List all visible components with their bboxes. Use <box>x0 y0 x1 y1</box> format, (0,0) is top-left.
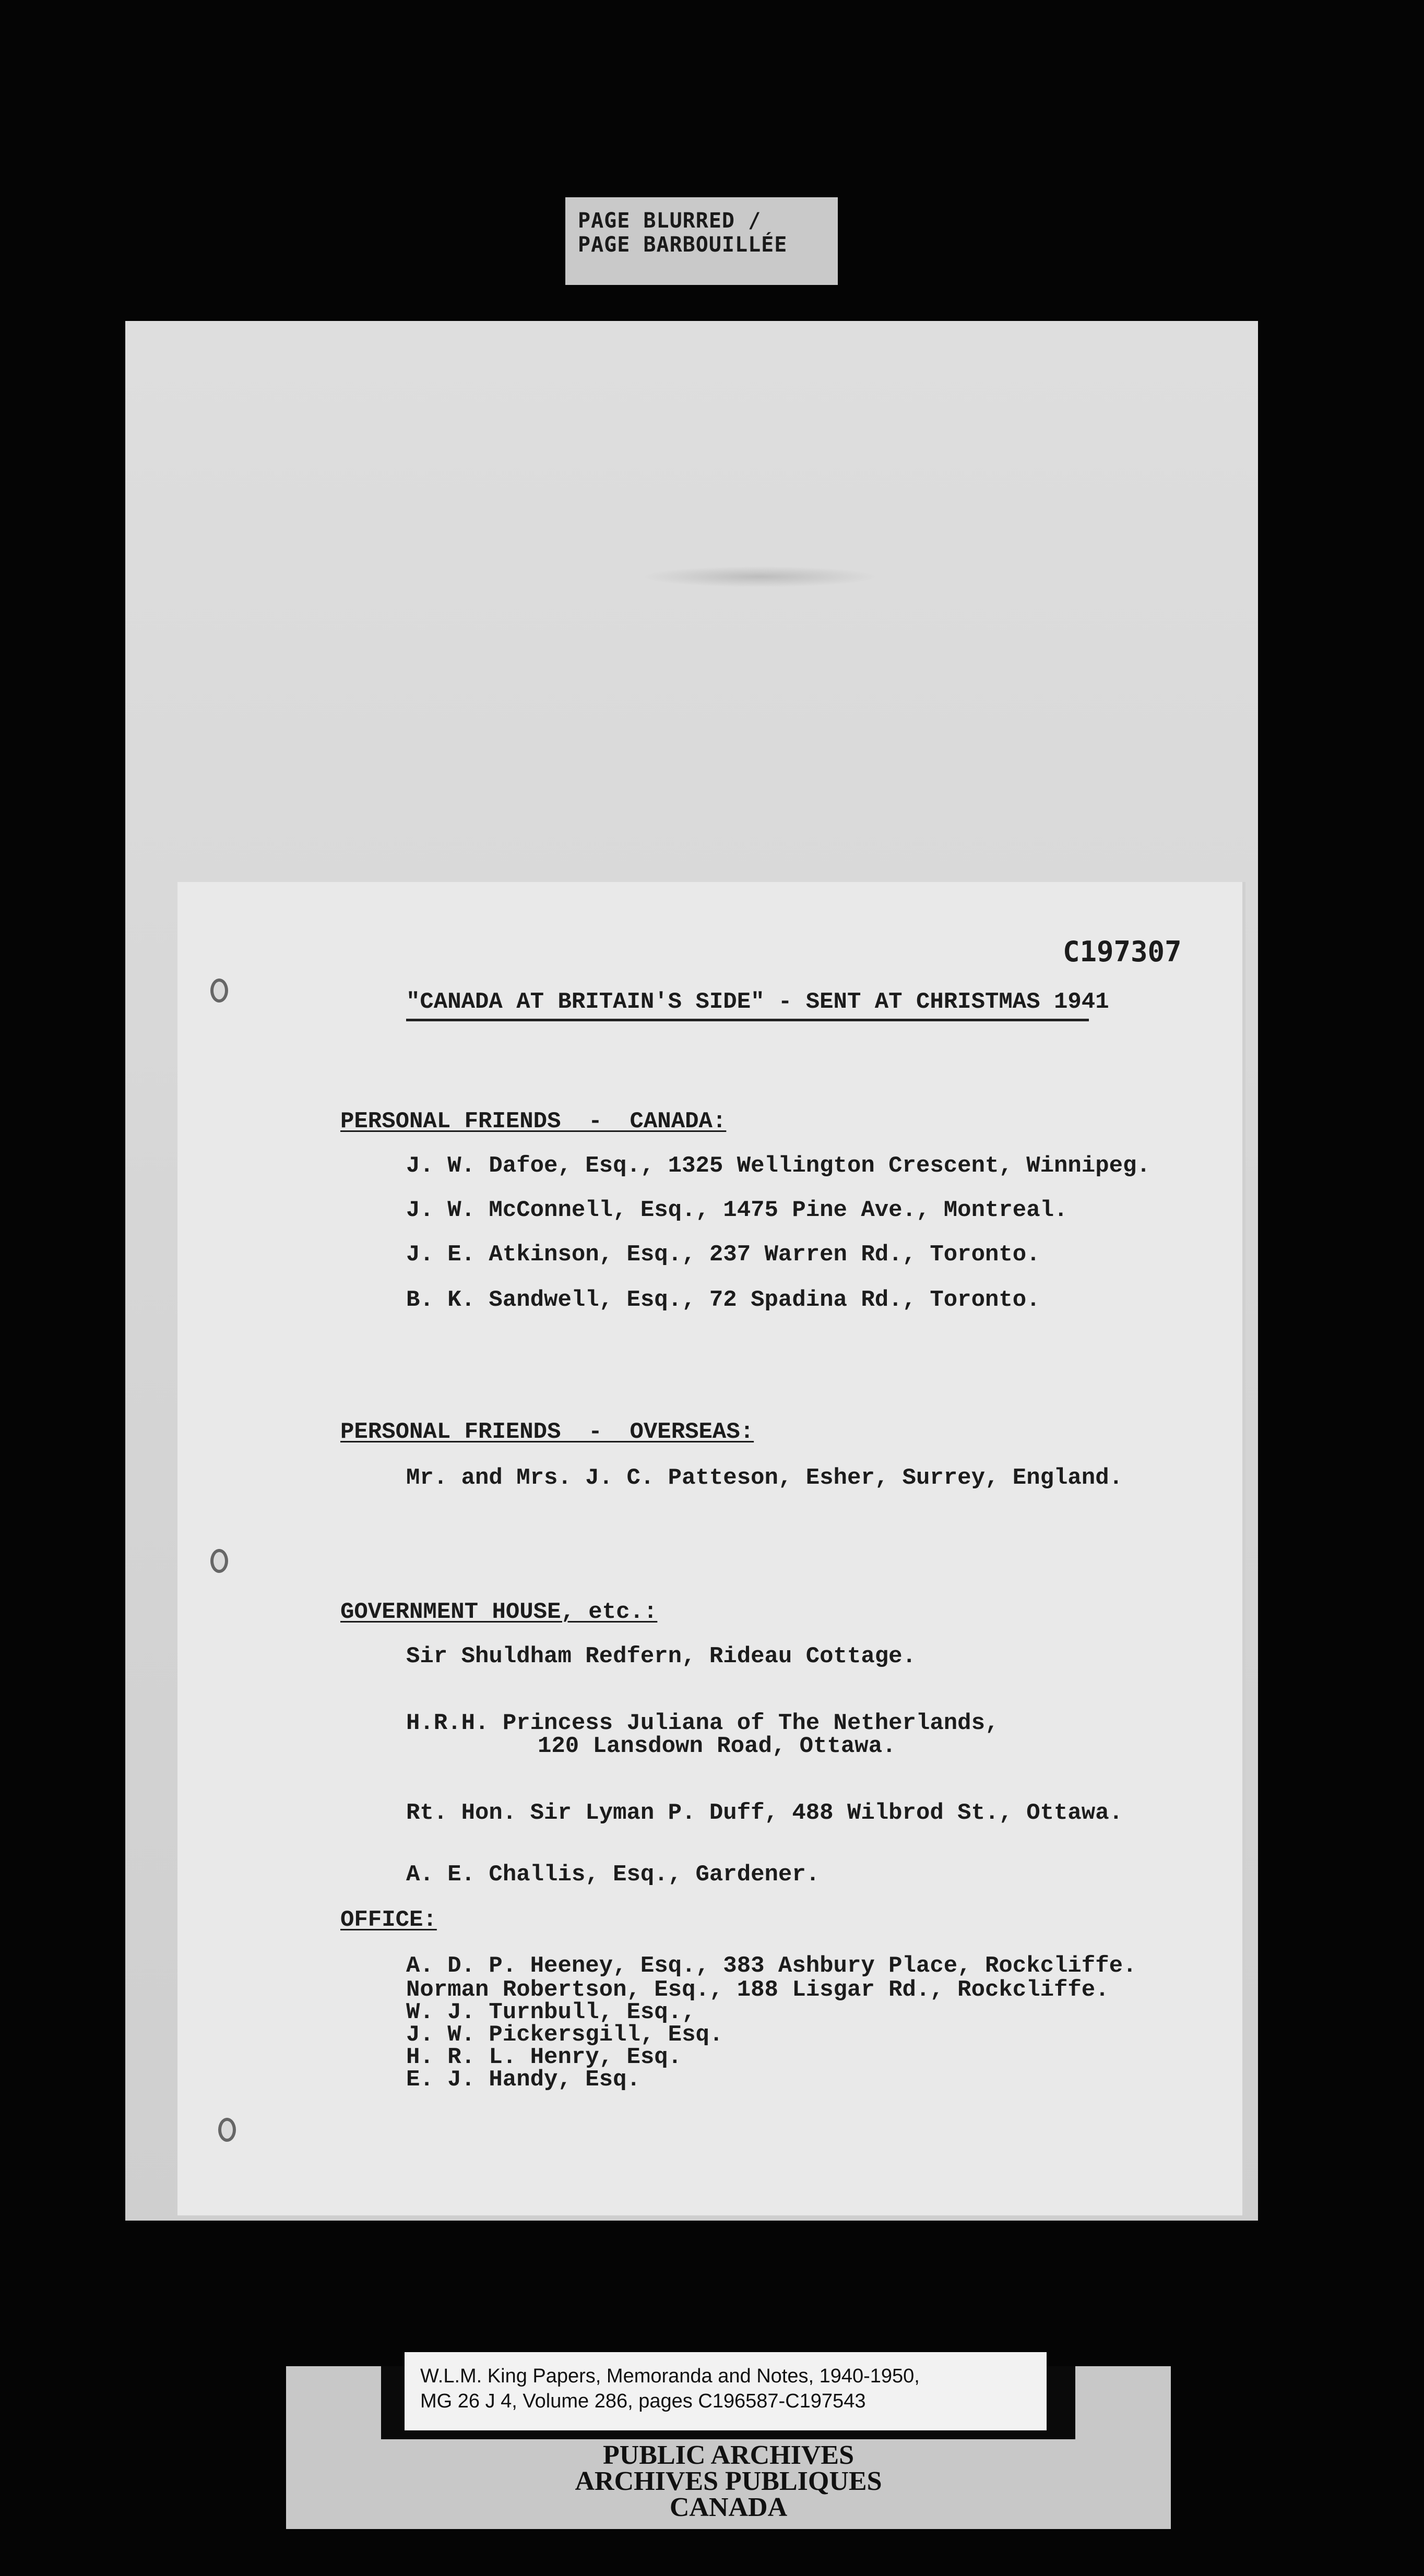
list-item: J. W. Pickersgill, Esq. <box>406 2022 723 2048</box>
list-item: Mr. and Mrs. J. C. Patteson, Esher, Surrey, England. <box>406 1465 1123 1491</box>
document-id: C197307 <box>1063 935 1182 968</box>
citation-line-2: MG 26 J 4, Volume 286, pages C196587-C197543 <box>420 2390 866 2412</box>
list-item: J. E. Atkinson, Esq., 237 Warren Rd., Toronto. <box>406 1242 1040 1268</box>
punch-hole <box>218 2118 236 2142</box>
document-sheet <box>177 882 1242 2215</box>
list-item: J. W. Dafoe, Esq., 1325 Wellington Crescent, Winnipeg. <box>406 1153 1150 1179</box>
list-item: A. D. P. Heeney, Esq., 383 Ashbury Place, Rockcliffe. <box>406 1953 1137 1979</box>
section-heading-canada: PERSONAL FRIENDS - CANADA: <box>340 1108 727 1135</box>
page-blurred-label <box>565 197 838 285</box>
stamp-line-3: CANADA <box>669 2492 788 2522</box>
label-line-1: PAGE BLURRED / <box>578 209 762 233</box>
citation-line-1: W.L.M. King Papers, Memoranda and Notes, 1940-1950, <box>420 2365 920 2387</box>
punch-hole <box>210 979 228 1003</box>
title-rule <box>406 1019 1089 1021</box>
list-item: J. W. McConnell, Esq., 1475 Pine Ave., Montreal. <box>406 1197 1068 1223</box>
list-item: Sir Shuldham Redfern, Rideau Cottage. <box>406 1643 916 1669</box>
list-item: Rt. Hon. Sir Lyman P. Duff, 488 Wilbrod St., Ottawa. <box>406 1800 1123 1826</box>
punch-hole <box>210 1549 228 1573</box>
list-item: E. J. Handy, Esq. <box>406 2067 640 2093</box>
citation-label <box>405 2352 1047 2430</box>
document-title: "CANADA AT BRITAIN'S SIDE" - SENT AT CHRISTMAS 1941 <box>406 989 1109 1015</box>
stamp-line-2: ARCHIVES PUBLIQUES <box>575 2466 882 2496</box>
list-item: A. E. Challis, Esq., Gardener. <box>406 1862 820 1888</box>
stamp-line-1: PUBLIC ARCHIVES <box>602 2440 855 2470</box>
section-heading-government-house: GOVERNMENT HOUSE, etc.: <box>340 1599 658 1625</box>
smudge-mark <box>642 566 877 587</box>
list-item: B. K. Sandwell, Esq., 72 Spadina Rd., Toronto. <box>406 1287 1040 1313</box>
list-item: H. R. L. Henry, Esq. <box>406 2044 682 2070</box>
archives-stamp <box>286 2442 1171 2521</box>
label-line-2: PAGE BARBOUILLÉE <box>578 233 788 257</box>
list-item: 120 Lansdown Road, Ottawa. <box>538 1733 896 1759</box>
section-heading-overseas: PERSONAL FRIENDS - OVERSEAS: <box>340 1419 754 1445</box>
list-item: W. J. Turnbull, Esq., <box>406 1999 696 2025</box>
list-item: Norman Robertson, Esq., 188 Lisgar Rd., Rockcliffe. <box>406 1977 1109 2003</box>
section-heading-office: OFFICE: <box>340 1907 437 1933</box>
list-item: H.R.H. Princess Juliana of The Netherlands, <box>406 1710 999 1736</box>
